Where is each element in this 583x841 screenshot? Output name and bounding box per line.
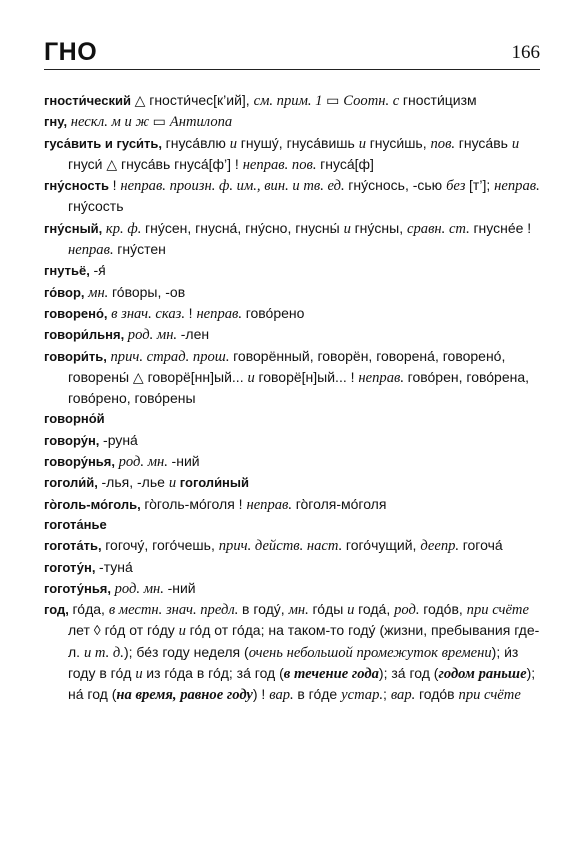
gloss-note: в течение года — [283, 666, 379, 683]
gloss-note: годом раньше — [438, 666, 527, 683]
grammar-note: Антилопа — [169, 114, 233, 131]
headword: го̀голь-мо́голь, — [44, 496, 145, 512]
grammar-note: устар. — [341, 687, 384, 704]
grammar-note: прич. страд. прош. — [110, 348, 234, 365]
entry-text: годо́в — [418, 686, 459, 703]
dictionary-entry — [44, 451, 540, 472]
grammar-note: при счёте — [458, 687, 521, 704]
grammar-note: и — [247, 369, 259, 386]
headword: гогота́ть, — [44, 538, 106, 554]
entry-text: гогочу́, гого́чешь, — [105, 537, 219, 554]
grammar-note: и — [178, 623, 190, 640]
dictionary-entry — [44, 557, 540, 578]
grammar-note: вар. — [390, 687, 419, 704]
grammar-note: в знач. сказ. — [111, 305, 189, 322]
entry-text: -ний — [167, 579, 196, 596]
grammar-note: в местн. знач. предл. — [108, 602, 243, 619]
headword: говорно́й — [44, 411, 105, 427]
entry-text: гнуса́вь — [458, 134, 512, 151]
entry-text: -ний — [171, 453, 200, 470]
grammar-note: и — [358, 135, 370, 152]
headword: гоголи́й, — [44, 475, 102, 491]
grammar-note: и — [229, 135, 241, 152]
headword: говори́льня, — [44, 327, 128, 343]
grammar-note: пов. — [430, 135, 459, 152]
headword: гности́ческий — [44, 93, 135, 108]
entry-text: гну́сость — [68, 198, 124, 215]
entry-text: годо́в, — [423, 601, 467, 618]
dictionary-entry — [44, 133, 540, 176]
page-number: 166 — [511, 42, 540, 63]
headword: гну́сность — [44, 178, 113, 194]
entry-text: гнуса́[ф] — [320, 155, 374, 172]
entry-text: го́ды — [312, 601, 348, 618]
entry-text: [т’]; — [469, 177, 495, 194]
entry-text: гнуси́ △ гнуса́вь гнуса́[ф’] ! — [68, 155, 243, 172]
entry-text: ▭ — [152, 113, 170, 130]
headword: год, — [44, 602, 73, 618]
grammar-note: очень небольшой промежуток времени — [248, 644, 492, 661]
entry-text: ); и́з году в го́д — [68, 643, 519, 682]
entry-text: ! — [112, 177, 121, 194]
entry-text: в году́, — [242, 601, 289, 618]
entry-text: лет ◊ го́д от го́ду — [68, 622, 179, 639]
entry-text: ) ! — [252, 686, 270, 703]
dictionary-entry — [44, 324, 540, 345]
grammar-note: деепр. — [420, 538, 463, 555]
grammar-note: и — [135, 666, 147, 683]
entry-text: го̀голь-мо́голя ! — [144, 495, 247, 512]
headword: гнутьё, — [44, 263, 94, 279]
entry-text: гнуси́шь, — [369, 134, 431, 151]
header-guide-word: ГНО — [44, 38, 98, 66]
grammar-note: вар. — [269, 687, 298, 704]
entry-text: гну́снось, -сью — [348, 177, 447, 194]
entry-text: го́да, — [72, 601, 109, 618]
entry-text: го̀голя-мо́голя — [295, 495, 387, 512]
entry-text: ); на́ год ( — [68, 665, 536, 703]
entry-text: гну́сен, гнусна́, гну́сно, гнусны́ — [145, 219, 344, 236]
running-header — [44, 36, 540, 70]
grammar-note: и — [347, 602, 359, 619]
entry-text: из го́да в го́д; за́ год ( — [146, 665, 284, 682]
headword: гогота́нье — [44, 516, 107, 532]
grammar-note: род. — [394, 602, 424, 619]
dictionary-entry — [44, 260, 540, 281]
dictionary-entry — [44, 111, 540, 132]
headword: говори́ть, — [44, 348, 111, 364]
entry-text: ; — [383, 686, 391, 703]
grammar-note: прич. действ. наст. — [218, 538, 346, 555]
entry-text: гого́чущий, — [345, 537, 421, 554]
headword: говору́н, — [44, 432, 104, 448]
entry-text: ▭ — [326, 92, 344, 108]
entry-text: гну́стен — [117, 241, 166, 258]
headword: гну, — [44, 114, 71, 130]
grammar-note: неправ. произн. ф. им., вин. и тв. ед. — [120, 178, 349, 195]
headword: гоготу́нья, — [44, 580, 115, 596]
entry-text: гнушу́, гнуса́вишь — [240, 134, 359, 151]
entry-text: -я́ — [93, 262, 106, 279]
gloss-note: на время, равное году — [116, 687, 253, 704]
dictionary-entry — [44, 90, 540, 111]
dictionary-entry — [44, 409, 540, 429]
headword: гну́сный, — [44, 220, 106, 236]
entry-text: ! — [188, 304, 197, 321]
entry-text: гности́цизм — [402, 92, 477, 108]
grammar-note: сравн. ст. — [407, 220, 474, 237]
grammar-note: род. мн. — [114, 580, 168, 597]
headword: гуса́вить и гуси́ть, — [44, 135, 166, 151]
dictionary-entry — [44, 218, 540, 261]
header-rule — [44, 69, 540, 70]
entry-text: -туна́ — [99, 558, 133, 575]
headword: го́вор, — [44, 284, 89, 300]
dictionary-entry — [44, 472, 540, 493]
grammar-note: неправ. — [358, 369, 408, 386]
entry-text: го́воры, -ов — [111, 283, 186, 300]
grammar-note: мн. — [88, 284, 112, 301]
headword: говору́нья, — [44, 454, 119, 470]
entry-text: гнусне́е ! — [473, 219, 532, 236]
headword: гоготу́н, — [44, 559, 100, 575]
entry-text: ); бе́з году неделя ( — [123, 643, 249, 660]
entry-text: -лен — [180, 326, 210, 343]
entry-text: гну́сны, — [354, 219, 407, 236]
dictionary-entry — [44, 175, 540, 218]
grammar-note: неправ. пов. — [242, 156, 321, 173]
grammar-note: см. прим. 1 — [253, 93, 327, 109]
grammar-note: неправ. — [196, 305, 246, 322]
entry-text: гово́рено — [245, 304, 305, 321]
dictionary-entry — [44, 599, 540, 705]
dictionary-entry — [44, 535, 540, 556]
entry-text: говорённый, говорён, говорена́, говорено́, говорены́ △ говорё[нн]ый... — [68, 347, 506, 385]
dictionary-entry — [44, 346, 540, 410]
grammar-note: неправ. — [494, 178, 540, 195]
grammar-note: и т. д. — [83, 644, 124, 661]
entry-text: ); за́ год ( — [378, 665, 439, 682]
entry-text: говорё[н]ый... ! — [258, 368, 359, 385]
dictionary-entry — [44, 515, 540, 535]
grammar-note: кр. ф. — [105, 220, 145, 237]
grammar-note: при счёте — [466, 602, 529, 619]
dictionary-entry — [44, 578, 540, 599]
grammar-note: род. мн. — [127, 327, 181, 344]
dictionary-entry — [44, 303, 540, 324]
headword: гоголи́ный — [179, 475, 250, 491]
grammar-note: неправ. — [246, 496, 296, 513]
entry-text: гогоча́ — [462, 537, 503, 554]
entry-text: года́, — [358, 601, 395, 618]
headword: говорено́, — [44, 305, 112, 321]
dictionary-entry — [44, 282, 540, 303]
entry-text: -руна́ — [103, 431, 138, 448]
entry-text: в го́де — [297, 686, 342, 703]
grammar-note: неправ. — [68, 242, 118, 259]
grammar-note: нескл. м и ж — [70, 114, 153, 131]
dictionary-entry — [44, 494, 540, 515]
grammar-note: и — [168, 475, 180, 492]
entries-list — [44, 90, 540, 706]
entry-text: гнуса́влю — [165, 134, 230, 151]
grammar-note: без — [446, 178, 470, 195]
entry-text: -лья, -лье — [101, 474, 169, 491]
dictionary-entry — [44, 430, 540, 451]
grammar-note: род. мн. — [118, 454, 172, 471]
grammar-note: Соотн. с — [343, 93, 403, 109]
entry-text: △ гности́чес[к’ий], — [134, 92, 254, 108]
grammar-note: и — [511, 135, 520, 152]
entry-text: гово́рен, гово́рена, гово́рено, гово́рены — [68, 368, 530, 407]
grammar-note: и — [343, 220, 355, 237]
entry-text: го́д от го́да; на таком-то году́ (жизни, пребывания где-л. — [68, 622, 540, 660]
grammar-note: мн. — [288, 602, 313, 619]
